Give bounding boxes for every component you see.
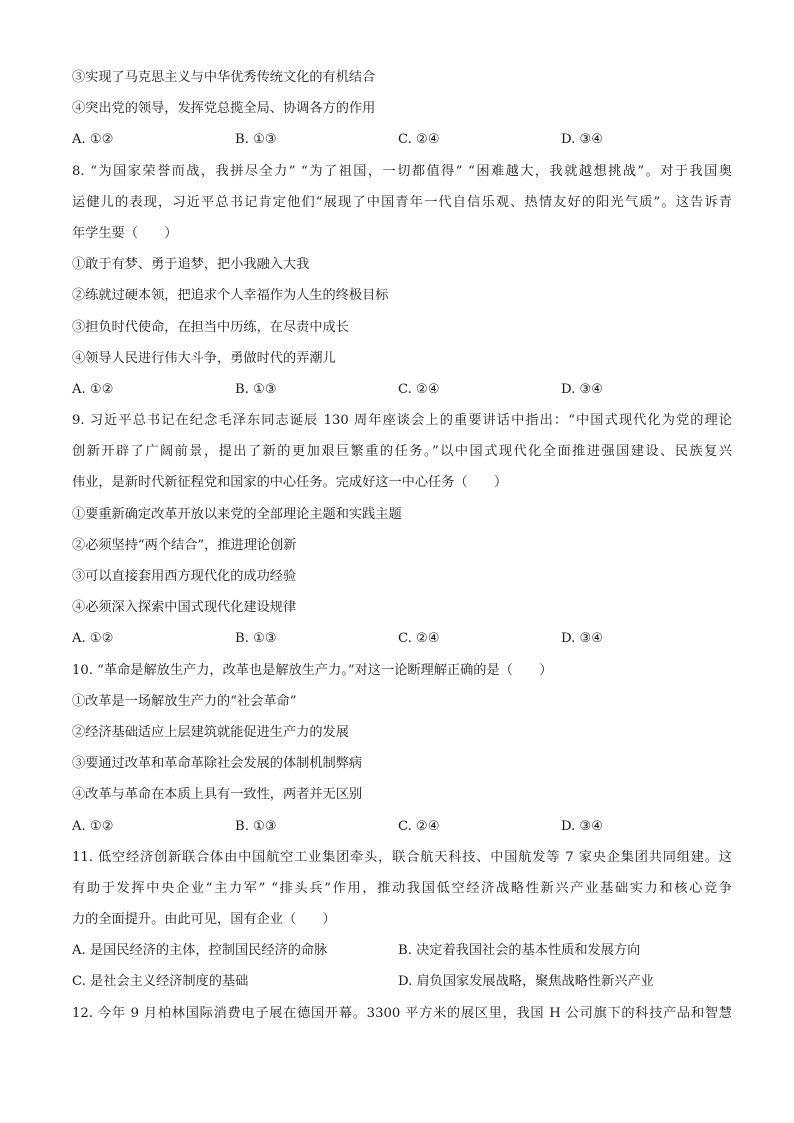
question-11-block xyxy=(72,842,732,998)
statement-line: ④必须深入探索中国式现代化建设规律 xyxy=(72,600,297,616)
statement-line: ②经济基础适应上层建筑就能促进生产力的发展 xyxy=(72,724,349,740)
option-b[interactable]: B. ①③ xyxy=(235,818,277,834)
statement-line: ②练就过硬本领，把追求个人幸福作为人生的终极目标 xyxy=(72,288,389,304)
option-a[interactable]: A. 是国民经济的主体，控制国民经济的命脉 xyxy=(72,943,328,959)
option-d[interactable]: D. ③④ xyxy=(561,818,604,834)
question-8-block xyxy=(72,156,732,406)
question-stem-line: 有助于发挥中央企业“主力军” “排头兵”作用，推动我国低空经济战略性新兴产业基础实力和核心竞争 xyxy=(72,880,732,896)
question-stem-line: 11. 低空经济创新联合体由中国航空工业集团牵头，联合航天科技、中国航发等 7 家央企集团共同组建。这 xyxy=(72,849,732,865)
statement-line: ③要通过改革和革命革除社会发展的体制机制弊病 xyxy=(72,756,363,772)
statement-line: ④改革与革命在本质上具有一致性，两者并无区别 xyxy=(72,787,363,803)
option-b[interactable]: B. ①③ xyxy=(235,132,277,148)
statement-line: ③可以直接套用西方现代化的成功经验 xyxy=(72,569,297,584)
question-stem-line: 10. “革命是解放生产力，改革也是解放生产力。”对这一论断理解正确的是（ ） xyxy=(72,662,553,678)
exam-page xyxy=(72,62,732,1029)
question-stem-line: 运健儿的表现，习近平总书记肯定他们“展现了中国青年一代自信乐观、热情友好的阳光气质”。这告诉青 xyxy=(72,194,732,210)
question-9-block xyxy=(72,405,732,655)
option-c[interactable]: C. ②④ xyxy=(398,132,440,148)
option-c[interactable]: C. ②④ xyxy=(398,631,440,647)
question-stem-line: 伟业，是新时代新征程党和国家的中心任务。完成好这一中心任务（ ） xyxy=(72,475,508,491)
answer-options xyxy=(72,935,732,966)
question-stem-line: 年学生要（ ） xyxy=(72,225,178,241)
option-b[interactable]: B. ①③ xyxy=(235,631,277,647)
option-b[interactable]: B. 决定着我国社会的基本性质和发展方向 xyxy=(398,943,641,959)
statement-line: ④突出党的领导，发挥党总揽全局、协调各方的作用 xyxy=(72,101,376,117)
question-stem-line: 9. 习近平总书记在纪念毛泽东同志诞辰 130 周年座谈会上的重要讲话中指出：“中国式现代化为党的理论 xyxy=(72,413,732,429)
option-a[interactable]: A. ①② xyxy=(72,381,114,397)
question-7-block xyxy=(72,62,732,156)
option-a[interactable]: A. ①② xyxy=(72,631,114,647)
option-c[interactable]: C. 是社会主义经济制度的基础 xyxy=(72,974,249,990)
option-c[interactable]: C. ②④ xyxy=(398,381,440,397)
answer-options xyxy=(72,374,732,405)
question-stem-line: 创新开辟了广阔前景，提出了新的更加艰巨繁重的任务。”以中国式现代化全面推进强国建设、民族复兴 xyxy=(72,444,732,460)
statement-line: ①改革是一场解放生产力的“社会革命” xyxy=(72,693,297,709)
option-d[interactable]: D. ③④ xyxy=(561,631,604,647)
answer-options xyxy=(72,623,732,654)
statement-line: ③担负时代使命，在担当中历练，在尽责中成长 xyxy=(72,319,349,335)
option-d[interactable]: D. ③④ xyxy=(561,132,604,148)
question-10-block xyxy=(72,655,732,842)
option-a[interactable]: A. ①② xyxy=(72,132,114,148)
option-d[interactable]: D. 肩负国家发展战略，聚焦战略性新兴产业 xyxy=(398,974,654,990)
option-a[interactable]: A. ①② xyxy=(72,818,114,834)
statement-line: ④领导人民进行伟大斗争，勇做时代的弄潮儿 xyxy=(72,350,336,366)
statement-line: ①要重新确定改革开放以来党的全部理论主题和实践主题 xyxy=(72,506,402,522)
option-c[interactable]: C. ②④ xyxy=(398,818,440,834)
statement-line: ③实现了马克思主义与中华优秀传统文化的有机结合 xyxy=(72,70,376,85)
answer-options xyxy=(72,966,732,997)
option-b[interactable]: B. ①③ xyxy=(235,381,277,397)
option-d[interactable]: D. ③④ xyxy=(561,381,604,397)
question-stem-line: 8. “为国家荣誉而战，我拼尽全力” “为了祖国，一切都值得” “困难越大，我就越想挑战”。对于我国奥 xyxy=(72,163,732,179)
question-stem-line: 12. 今年 9 月柏林国际消费电子展在德国开幕。3300 平方米的展区里，我国 H 公司旗下的科技产品和智慧 xyxy=(72,1005,732,1021)
question-12-block xyxy=(72,998,732,1029)
statement-line: ①敢于有梦、勇于追梦，把小我融入大我 xyxy=(72,257,310,273)
answer-options xyxy=(72,811,732,842)
question-stem-line: 力的全面提升。由此可见，国有企业（ ） xyxy=(72,912,336,928)
statement-line: ②必须坚持“两个结合”，推进理论创新 xyxy=(72,537,297,553)
answer-options xyxy=(72,124,732,155)
